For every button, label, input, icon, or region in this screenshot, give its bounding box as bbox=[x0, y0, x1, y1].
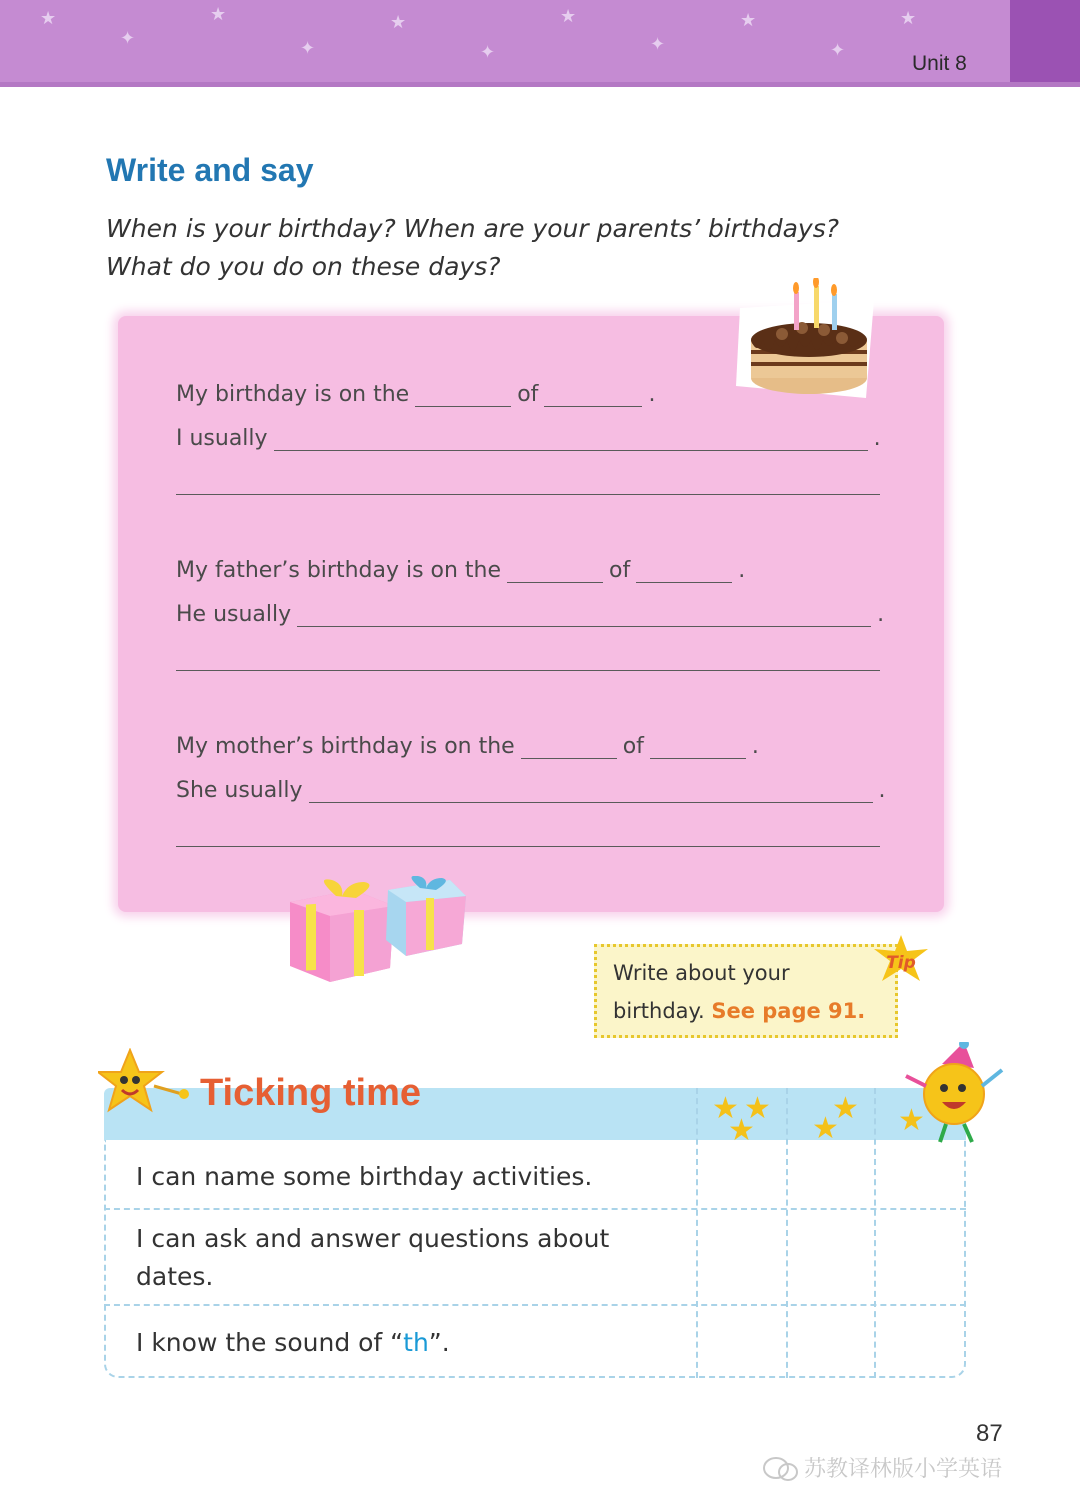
ticking-row-3-end: ”. bbox=[428, 1328, 450, 1357]
period: . bbox=[873, 426, 881, 451]
star-icon: ★ bbox=[740, 10, 757, 31]
star-icon: ★ bbox=[40, 8, 57, 29]
tip-line-2 bbox=[613, 999, 865, 1023]
ticking-row-1: I can name some birthday activities. bbox=[136, 1162, 593, 1191]
she-usually-line bbox=[176, 778, 886, 803]
tip-badge-label: Tip bbox=[886, 953, 916, 973]
activity-blank[interactable] bbox=[274, 428, 868, 451]
period: . bbox=[877, 602, 885, 627]
page-number: 87 bbox=[976, 1420, 1003, 1447]
party-mascot-icon bbox=[900, 1042, 1008, 1146]
star-icon: ★ bbox=[390, 12, 407, 33]
tick-column-divider bbox=[874, 1088, 876, 1378]
i-usually-label: I usually bbox=[176, 426, 268, 451]
watermark bbox=[760, 1450, 1050, 1486]
mother-birthday-label: My mother’s birthday is on the bbox=[176, 734, 515, 759]
of-label: of bbox=[609, 558, 631, 583]
writing-rule[interactable] bbox=[176, 494, 880, 495]
of-label: of bbox=[517, 382, 539, 407]
period: . bbox=[738, 558, 746, 583]
star-icon: ★ bbox=[898, 1103, 925, 1138]
star-icon: ★ bbox=[744, 1091, 771, 1126]
header-tab bbox=[1010, 0, 1080, 82]
star-icon: ✦ bbox=[300, 38, 316, 59]
writing-rule[interactable] bbox=[176, 846, 880, 847]
month-blank[interactable] bbox=[636, 560, 732, 583]
activity-blank[interactable] bbox=[309, 780, 873, 803]
star-icon: ✦ bbox=[120, 28, 136, 49]
star-icon: ★ bbox=[832, 1091, 859, 1126]
star-icon: ★ bbox=[210, 4, 227, 25]
my-birthday-line bbox=[176, 382, 655, 407]
row-divider bbox=[104, 1304, 966, 1306]
period: . bbox=[878, 778, 886, 803]
th-sound-highlight: th bbox=[403, 1328, 429, 1357]
wechat-icon bbox=[764, 1458, 797, 1480]
star-icon: ✦ bbox=[650, 34, 666, 55]
period: . bbox=[648, 382, 656, 407]
star-character-icon bbox=[98, 1048, 190, 1122]
ticking-row-3-start: I know the sound of “ bbox=[136, 1328, 404, 1357]
see-page-link[interactable]: See page 91. bbox=[711, 999, 866, 1023]
month-blank[interactable] bbox=[650, 736, 746, 759]
he-usually-line bbox=[176, 602, 884, 627]
watermark-text: 苏教译林版小学英语 bbox=[804, 1457, 1003, 1482]
my-birthday-label: My birthday is on the bbox=[176, 382, 410, 407]
she-usually-label: She usually bbox=[176, 778, 303, 803]
star-icon: ★ bbox=[900, 8, 917, 29]
tip-box bbox=[594, 944, 898, 1038]
mother-birthday-line bbox=[176, 734, 759, 759]
star-icon: ✦ bbox=[830, 40, 846, 61]
of-label: of bbox=[622, 734, 644, 759]
unit-label: Unit 8 bbox=[912, 52, 967, 75]
he-usually-label: He usually bbox=[176, 602, 292, 627]
ticking-row-2-line-1: I can ask and answer questions about bbox=[136, 1224, 610, 1253]
writing-panel bbox=[118, 316, 944, 912]
day-blank[interactable] bbox=[507, 560, 603, 583]
ticking-row-2-line-2: dates. bbox=[136, 1262, 214, 1291]
star-icon: ★ bbox=[712, 1091, 739, 1126]
star-icon: ✦ bbox=[480, 42, 496, 63]
ticking-time-title: Ticking time bbox=[200, 1072, 422, 1114]
star-icon: ★ bbox=[560, 6, 577, 27]
tick-column-divider bbox=[696, 1088, 698, 1378]
month-blank[interactable] bbox=[544, 384, 642, 407]
tip-line-1: Write about your bbox=[613, 961, 790, 985]
day-blank[interactable] bbox=[521, 736, 617, 759]
father-birthday-line bbox=[176, 558, 745, 583]
period: . bbox=[751, 734, 759, 759]
ticking-row-3 bbox=[136, 1328, 450, 1357]
prompt-line-2: What do you do on these days? bbox=[106, 252, 501, 281]
tick-column-divider bbox=[786, 1088, 788, 1378]
tip-text: birthday. bbox=[613, 999, 705, 1023]
prompt-line-1: When is your birthday? When are your parents’ birthdays? bbox=[106, 214, 840, 243]
row-divider bbox=[104, 1208, 966, 1210]
tip-badge bbox=[872, 935, 930, 985]
star-icon: ★ bbox=[728, 1113, 755, 1148]
father-birthday-label: My father’s birthday is on the bbox=[176, 558, 502, 583]
gift-boxes-icon bbox=[286, 876, 471, 984]
section-title: Write and say bbox=[106, 152, 314, 188]
activity-blank[interactable] bbox=[297, 604, 871, 627]
star-icon: ★ bbox=[812, 1111, 839, 1146]
day-blank[interactable] bbox=[415, 384, 511, 407]
birthday-cake-icon bbox=[734, 278, 880, 403]
i-usually-line bbox=[176, 426, 881, 451]
writing-rule[interactable] bbox=[176, 670, 880, 671]
